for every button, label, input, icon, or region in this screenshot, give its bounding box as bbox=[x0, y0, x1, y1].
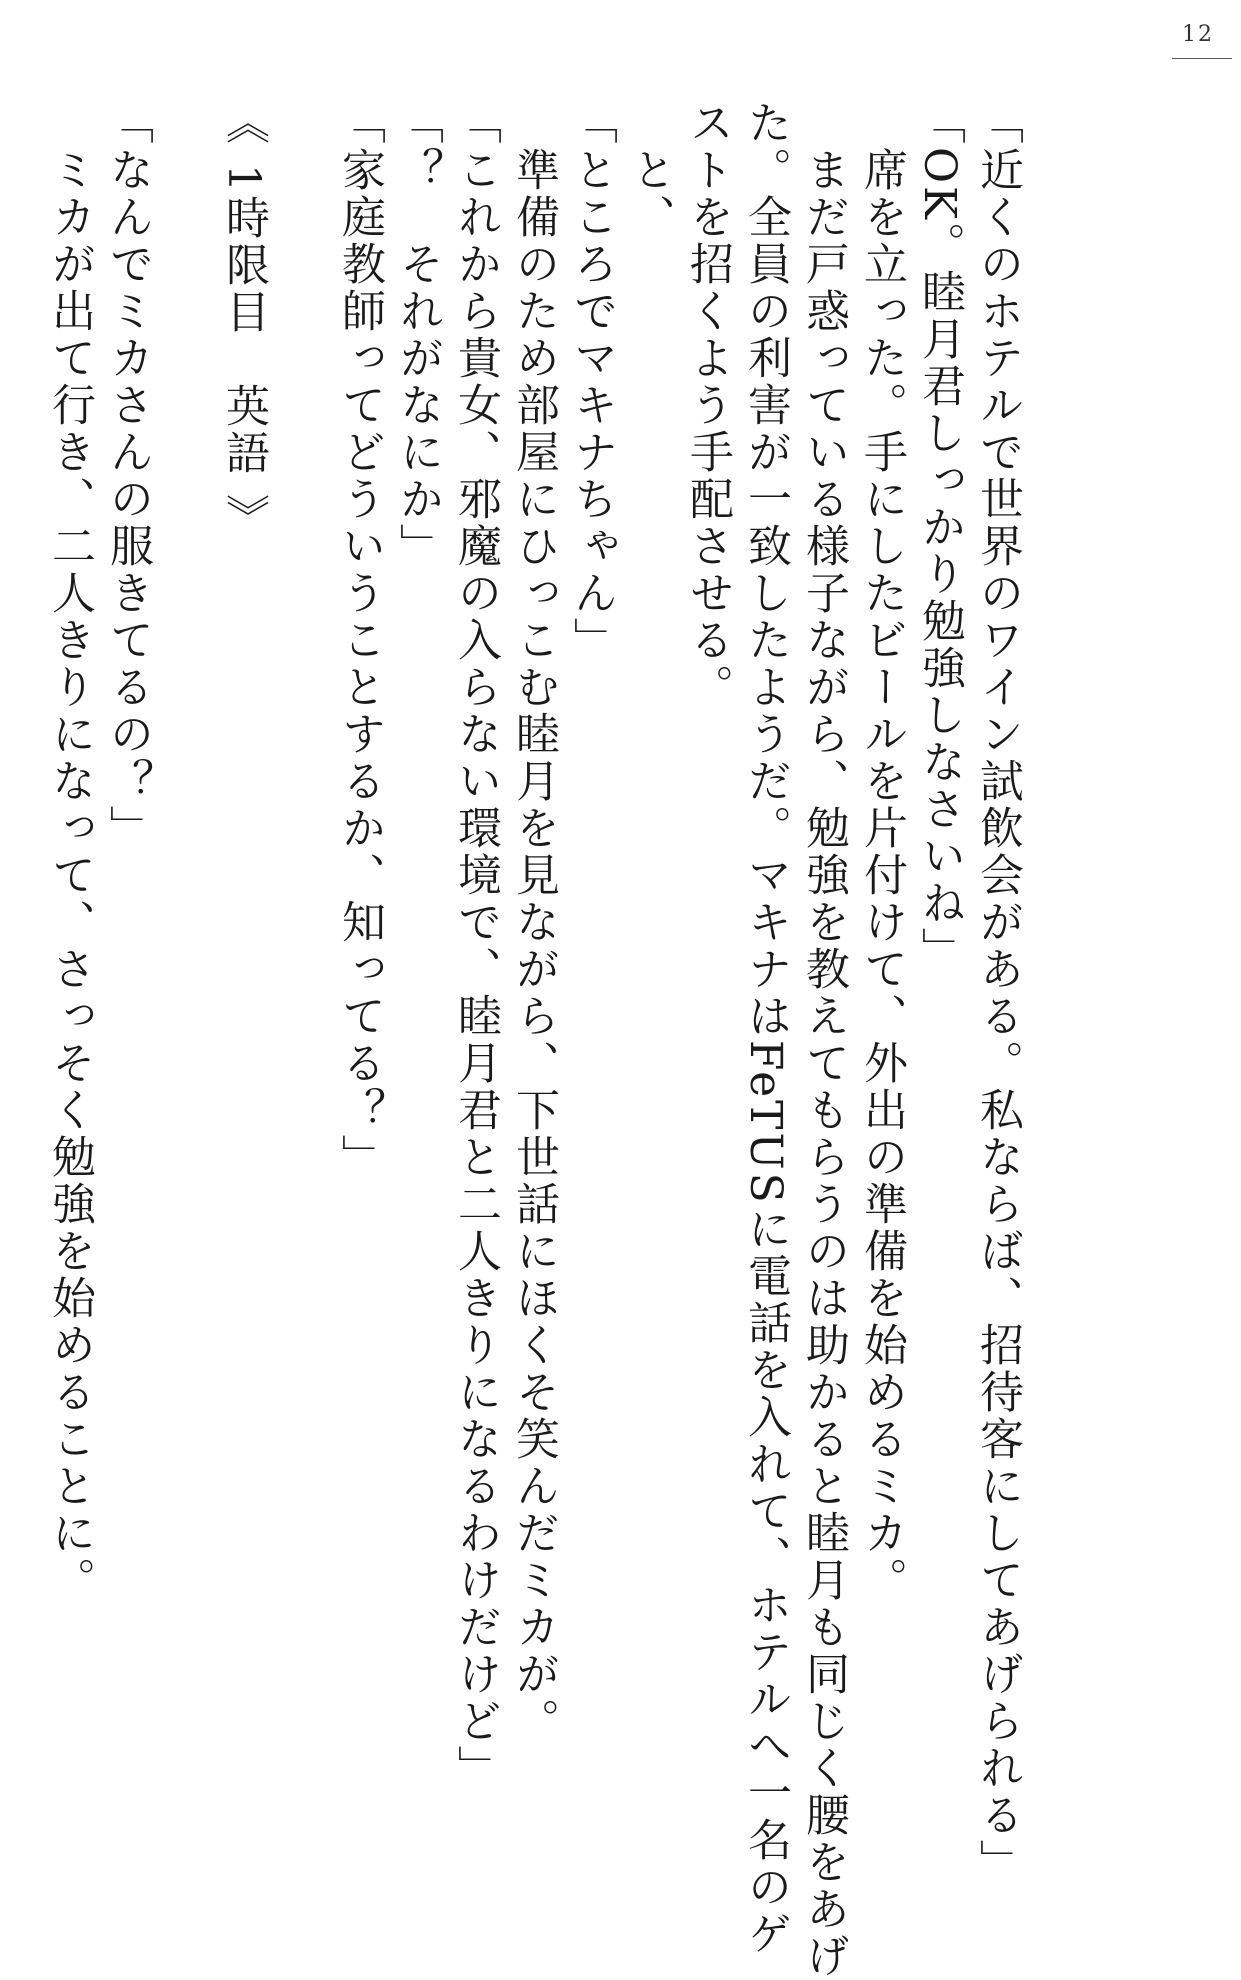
page-number: 12 bbox=[1182, 22, 1214, 47]
text-line: 「近くのホテルで世界のワイン試飲会がある。私ならば、招待客にしてあげられる」 bbox=[972, 100, 1023, 1886]
text-line: 「OK。睦月君しっかり勉強しなさいね」 bbox=[914, 100, 965, 974]
text-line: た。全員の利害が一致したようだ。マキナはFeTUSに電話を入れて、ホテルへ一名のゲ bbox=[740, 100, 791, 1958]
text-line: 「家庭教師ってどういうことするか、知ってる？」 bbox=[334, 100, 385, 1181]
text-line: 「これから貴女、邪魔の入らない環境で、睦月君と二人きりになるわけだけど」 bbox=[450, 100, 501, 1792]
chapter-heading bbox=[214, 100, 272, 1680]
heading-close-mark: 》 bbox=[218, 494, 269, 541]
text-line: ストを招くよう手配させる。 bbox=[682, 100, 733, 711]
text-line: まだ戸惑っている様子ながら、勉強を教えてもらうのは助かると睦月も同じく腰をあげ bbox=[798, 100, 849, 1980]
blank-line bbox=[156, 100, 214, 1680]
text-line: と、 bbox=[624, 100, 675, 241]
heading-title: 1時限目 英語 bbox=[218, 164, 269, 477]
text-line: 「ところでマキナちゃん」 bbox=[566, 100, 617, 664]
page-number-rule bbox=[1172, 58, 1232, 59]
novel-body-text bbox=[40, 100, 1026, 1980]
text-line: 「なんでミカさんの服きてるの？」 bbox=[102, 100, 153, 852]
text-line: 席を立った。手にしたビールを片付けて、外出の準備を始めるミカ。 bbox=[856, 100, 907, 1604]
heading-open-mark: 《 bbox=[218, 100, 269, 147]
text-line: 準備のため部屋にひっこむ睦月を見ながら、下世話にほくそ笑んだミカが。 bbox=[508, 100, 559, 1745]
text-line: 「？ それがなにか」 bbox=[392, 100, 443, 570]
blank-line bbox=[272, 100, 330, 1680]
text-line: ミカが出て行き、二人きりになって、さっそく勉強を始めることに。 bbox=[44, 100, 95, 1604]
